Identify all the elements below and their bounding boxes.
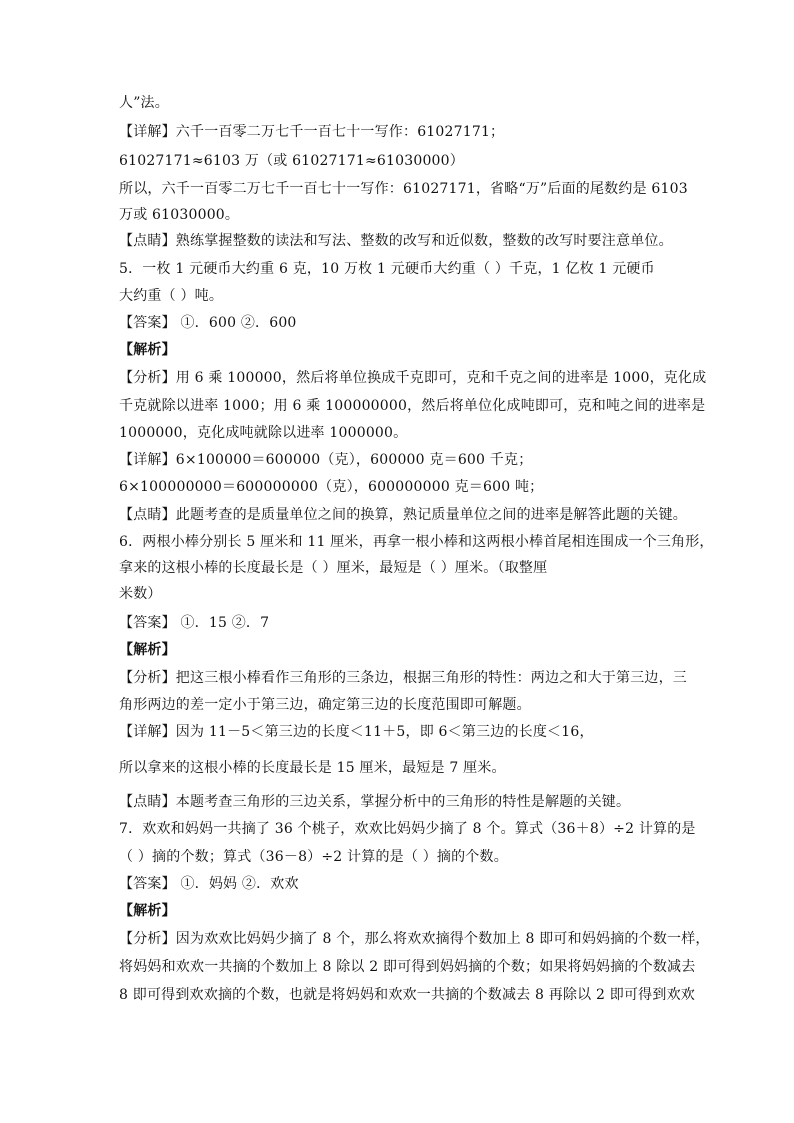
text-line: 米数） — [119, 586, 162, 602]
text-line: 人”法。 — [119, 95, 169, 111]
text-line: 【分析】把这三根小棒看作三角形的三条边，根据三角形的特性：两边之和大于第三边，三 — [119, 670, 687, 686]
text-line: 角形两边的差一定小于第三边，确定第三边的长度范围即可解题。 — [119, 697, 531, 713]
text-line: 【分析】用 6 乘 100000，然后将单位换成千克即可，克和千克之间的进率是 1000，克化成 — [119, 370, 707, 386]
section-heading: 【解析】 — [119, 642, 176, 658]
text-line: 所以，六千一百零二万七千一百七十一写作：61027171，省略“万”后面的尾数约是 6103 — [119, 181, 688, 197]
text-line: 【详解】六千一百零二万七千一百七十一写作：61027171； — [119, 124, 505, 140]
answer-line: 【答案】 ①．600 ②．600 — [119, 315, 297, 331]
section-heading: 【解析】 — [119, 342, 176, 358]
text-line: 千克就除以进率 1000；用 6 乘 100000000，然后将单位化成吨即可，克和吨之间的进率是 — [119, 398, 706, 414]
text-line: 6×100000000＝600000000（克），600000000 克＝600 吨； — [119, 479, 544, 495]
text-line: 【点睛】此题考查的是质量单位之间的换算，熟记质量单位之间的进率是解答此题的关键。 — [119, 507, 687, 523]
text-line: 【分析】因为欢欢比妈妈少摘了 8 个，那么将欢欢摘得个数加上 8 即可和妈妈摘的个数一样， — [119, 931, 710, 947]
text-line: 【详解】6×100000＝600000（克），600000 克＝600 千克； — [119, 452, 533, 468]
text-line: 【点睛】熟练掌握整数的读法和写法、整数的改写和近似数，整数的改写时要注意单位。 — [119, 233, 673, 249]
text-line: 61027171≈6103 万（或 61027171≈61030000） — [119, 153, 464, 169]
question-6: 6．两根小棒分别长 5 厘米和 11 厘米，再拿一根小棒和这两根小棒首尾相连围成一个三角形， — [119, 534, 714, 550]
answer-line: 【答案】 ①．15 ②．7 — [119, 615, 270, 631]
text-line: 【详解】因为 11－5＜第三边的长度＜11＋5，即 6＜第三边的长度＜16， — [119, 724, 594, 740]
question-7: 7．欢欢和妈妈一共摘了 36 个桃子，欢欢比妈妈少摘了 8 个。算式（36＋8）÷2 计算的是 — [119, 821, 696, 837]
text-line: 将妈妈和欢欢一共摘的个数加上 8 除以 2 即可得到妈妈摘的个数；如果将妈妈摘的个数减去 — [119, 959, 696, 975]
text-line: （ ）摘的个数；算式（36－8）÷2 计算的是（ ）摘的个数。 — [119, 849, 508, 865]
question-5: 5．一枚 1 元硬币大约重 6 克，10 万枚 1 元硬币大约重（ ）千克，1 亿枚 1 元硬币 — [119, 261, 655, 277]
text-line: 1000000，克化成吨就除以进率 1000000。 — [119, 425, 408, 441]
text-line: 万或 61030000。 — [119, 207, 240, 223]
text-line: 8 即可得到欢欢摘的个数，也就是将妈妈和欢欢一共摘的个数减去 8 再除以 2 即可得到欢欢 — [119, 987, 695, 1003]
answer-line: 【答案】 ①．妈妈 ②．欢欢 — [119, 876, 299, 892]
section-heading: 【解析】 — [119, 903, 176, 919]
text-line: 所以拿来的这根小棒的长度最长是 15 厘米，最短是 7 厘米。 — [119, 760, 506, 776]
text-line: 【点睛】本题考查三角形的三边关系，掌握分析中的三角形的特性是解题的关键。 — [119, 794, 631, 810]
text-line: 拿来的这根小棒的长度最长是（ ）厘米，最短是（ ）厘米。（取整厘 — [119, 560, 548, 576]
text-line: 大约重（ ）吨。 — [119, 288, 224, 304]
